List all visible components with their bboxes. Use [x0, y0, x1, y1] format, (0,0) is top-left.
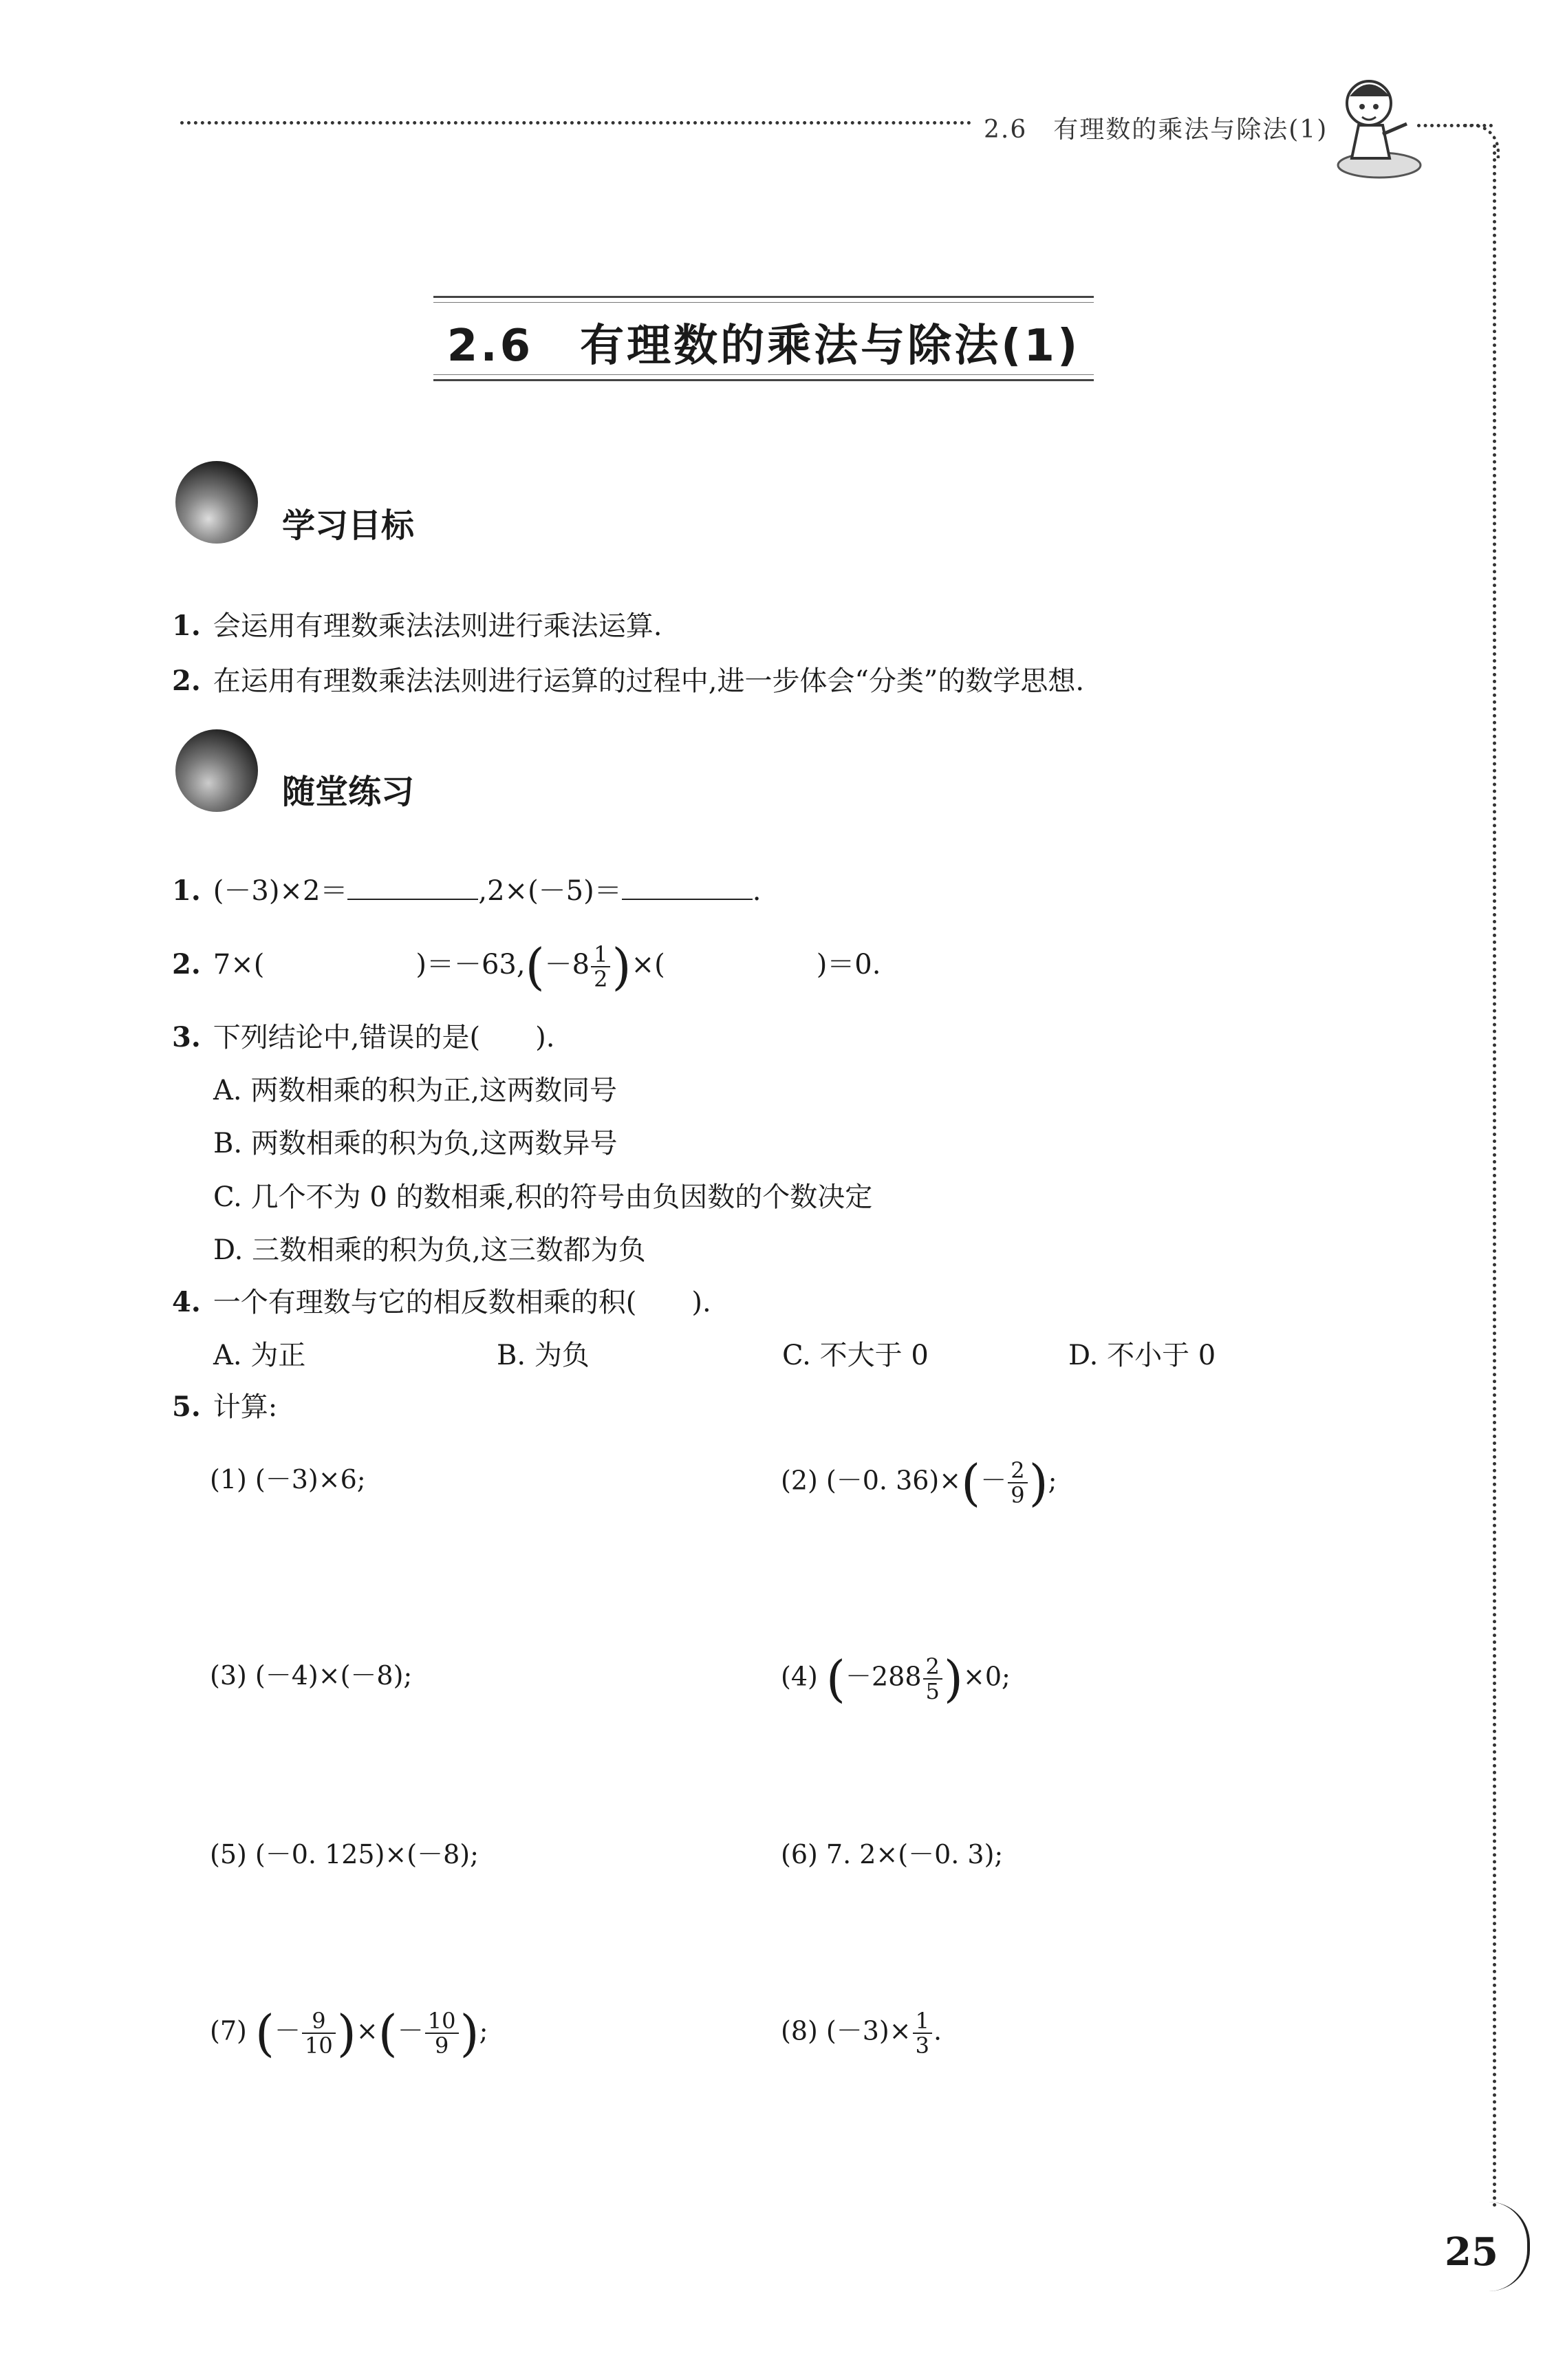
section-title-practice: 随堂练习	[282, 773, 415, 811]
question-3: 3. 下列结论中,错误的是( ).	[172, 1021, 555, 1053]
section-title-objectives: 学习目标	[282, 506, 415, 545]
sub-problem-3: (3) (－4)×(－8);	[210, 1660, 413, 1691]
option: A. 两数相乘的积为正,这两数同号	[213, 1075, 618, 1106]
fraction: $\frac{2}{9}$	[1008, 1459, 1027, 1507]
answer-blank[interactable]	[622, 874, 753, 900]
question-5: 5. 计算:	[172, 1391, 278, 1423]
option: C. 不大于 0	[782, 1340, 929, 1371]
fraction: $\frac{1}{2}$	[591, 943, 610, 991]
objective-item: 1. 会运用有理数乘法法则进行乘法运算.	[172, 610, 662, 642]
page-title: 2.6 有理数的乘法与除法(1)	[446, 321, 1081, 372]
objective-item: 2. 在运用有理数乘法法则进行运算的过程中,进一步体会“分类”的数学思想.	[172, 665, 1085, 697]
option: D. 不小于 0	[1068, 1340, 1216, 1371]
fraction: $\frac{10}{9}$	[425, 2009, 459, 2057]
fraction: $\frac{9}{10}$	[302, 2009, 336, 2057]
question-1: 1. (－3)×2＝ ,2×(－5)＝ .	[172, 875, 762, 907]
header-rule	[180, 121, 971, 125]
running-header: 2.6 有理数的乘法与除法(1)	[984, 116, 1328, 144]
sub-problem-6: (6) 7. 2×(－0. 3);	[781, 1839, 1004, 1869]
margin-rule	[1493, 144, 1496, 2209]
sub-problem-4: (4) (－288 $\frac{2}{5}$ )×0;	[781, 1650, 1011, 1708]
question-4: 4. 一个有理数与它的相反数相乘的积( ).	[172, 1286, 711, 1318]
option: C. 几个不为 0 的数相乘,积的符号由负因数的个数决定	[213, 1181, 873, 1213]
title-box	[433, 296, 1094, 381]
question-2: 2. 7×( )＝－63,(－8 $\frac{1}{2}$ )×( )＝0.	[172, 938, 881, 996]
fraction: $\frac{2}{5}$	[923, 1655, 942, 1703]
sub-problem-8: (8) (－3)× $\frac{1}{3}$ .	[781, 2008, 942, 2059]
option: A. 为正	[213, 1340, 306, 1371]
sub-problem-5: (5) (－0. 125)×(－8);	[210, 1839, 479, 1869]
page-number: 25	[1445, 2229, 1498, 2275]
option: B. 两数相乘的积为负,这两数异号	[213, 1128, 618, 1159]
globe-icon	[175, 461, 258, 544]
sub-problem-2: (2) (－0. 36)×(－ $\frac{2}{9}$ );	[781, 1454, 1057, 1512]
fraction: $\frac{1}{3}$	[913, 2009, 932, 2057]
sub-problem-7: (7) (－ $\frac{9}{10}$ )×(－ $\frac{10}{9}$ );	[210, 2004, 488, 2062]
answer-blank[interactable]	[347, 874, 478, 900]
sub-problem-1: (1) (－3)×6;	[210, 1464, 366, 1494]
option: D. 三数相乘的积为负,这三数都为负	[213, 1234, 646, 1266]
option: B. 为负	[497, 1340, 590, 1371]
grid-globe-icon	[175, 729, 258, 812]
mascot-icon	[1328, 69, 1424, 186]
